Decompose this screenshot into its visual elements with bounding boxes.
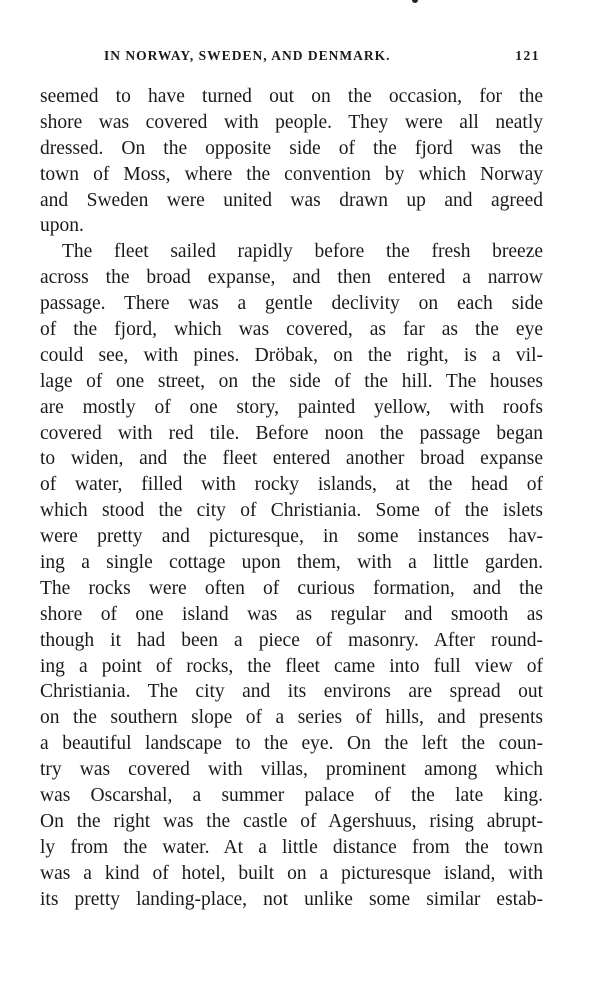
- text-line: which stood the city of Christiania. Some of the islets: [40, 500, 543, 522]
- text-line: though it had been a piece of masonry. After round-: [40, 629, 543, 651]
- paragraph-2: [40, 239, 543, 912]
- text-line: was a kind of hotel, built on a picturesque island, with: [40, 862, 543, 884]
- text-line: a beautiful landscape to the eye. On the left the coun-: [40, 733, 543, 755]
- body-text: [40, 84, 543, 913]
- text-line: shore was covered with people. They were all neatly: [40, 111, 543, 133]
- paragraph-1: [40, 84, 543, 239]
- text-line: covered with red tile. Before noon the passage began: [40, 422, 543, 444]
- text-line: were pretty and picturesque, in some instances hav-: [40, 526, 543, 548]
- text-line: ing a point of rocks, the fleet came into full view of: [40, 655, 543, 677]
- text-line: ing a single cottage upon them, with a little garden.: [40, 552, 543, 574]
- ink-mark: [412, 0, 418, 3]
- page-number: 121: [515, 48, 540, 63]
- text-line: to widen, and the fleet entered another broad expanse: [40, 448, 543, 470]
- text-line: of water, filled with rocky islands, at the head of: [40, 474, 543, 496]
- text-line: town of Moss, where the convention by which Norway: [40, 163, 543, 185]
- text-line: was Oscarshal, a summer palace of the late king.: [40, 785, 543, 807]
- text-line: On the right was the castle of Agershuus, rising abrupt-: [40, 810, 543, 832]
- text-line: ly from the water. At a little distance from the town: [40, 836, 543, 858]
- text-line: could see, with pines. Dröbak, on the right, is a vil-: [40, 344, 543, 366]
- text-line: Christiania. The city and its environs are spread out: [40, 681, 543, 703]
- text-line: its pretty landing-place, not unlike some similar estab-: [40, 888, 543, 910]
- text-line: The fleet sailed rapidly before the fresh breeze: [62, 241, 543, 263]
- text-line: passage. There was a gentle declivity on each side: [40, 293, 543, 315]
- text-line: are mostly of one story, painted yellow, with roofs: [40, 396, 543, 418]
- text-line: and Sweden were united was drawn up and agreed: [40, 189, 543, 211]
- text-line: The rocks were often of curious formation, and the: [40, 577, 543, 599]
- text-line: lage of one street, on the side of the hill. The houses: [40, 370, 543, 392]
- text-line: on the southern slope of a series of hills, and presents: [40, 707, 543, 729]
- text-line: try was covered with villas, prominent among which: [40, 759, 543, 781]
- running-head-title: IN NORWAY, SWEDEN, AND DENMARK.: [104, 48, 391, 63]
- text-line: shore of one island was as regular and smooth as: [40, 603, 543, 625]
- text-line: upon.: [40, 215, 84, 237]
- text-line: of the fjord, which was covered, as far as the eye: [40, 319, 543, 341]
- text-line: seemed to have turned out on the occasion, for the: [40, 86, 543, 107]
- text-line: dressed. On the opposite side of the fjord was the: [40, 137, 543, 159]
- text-line: across the broad expanse, and then entered a narrow: [40, 267, 543, 289]
- running-head: [104, 48, 540, 68]
